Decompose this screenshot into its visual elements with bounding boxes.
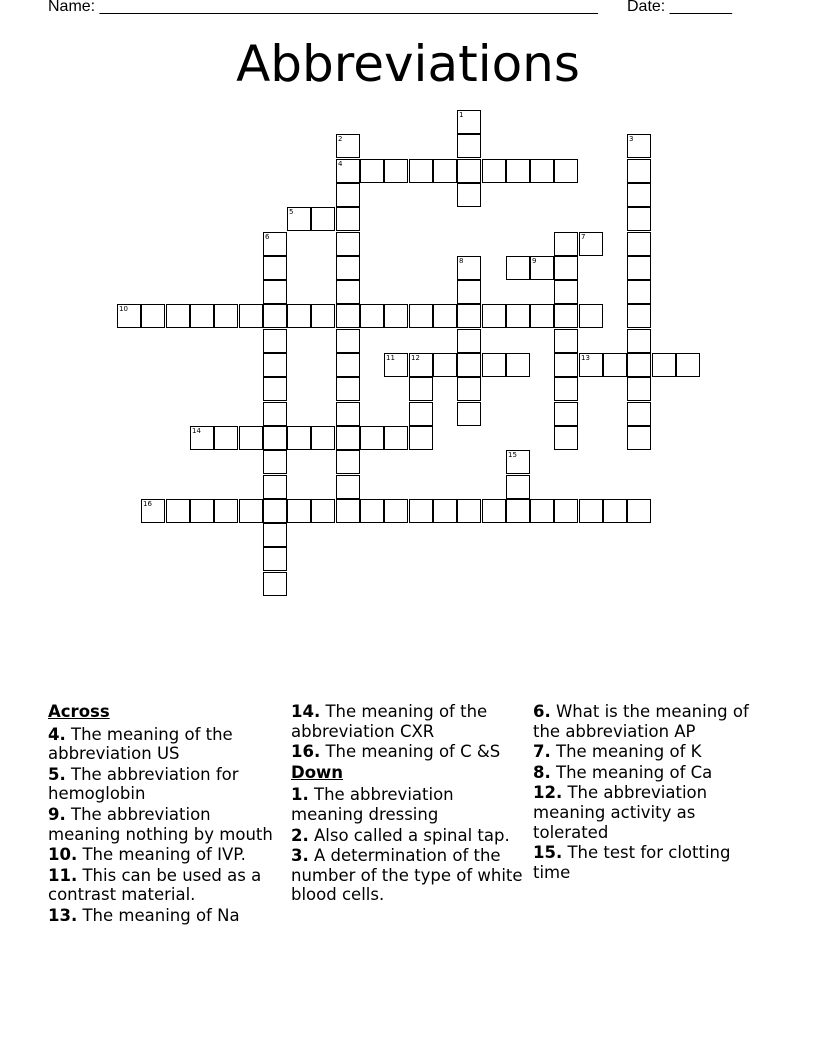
crossword-cell[interactable] (336, 329, 360, 353)
down-clue: 8. The meaning of Ca (533, 762, 713, 782)
crossword-cell[interactable] (457, 183, 481, 207)
crossword-cell[interactable] (117, 304, 141, 328)
crossword-cell[interactable] (457, 329, 481, 353)
clues-column-1 (48, 702, 280, 927)
crossword-cell[interactable] (384, 304, 408, 328)
crossword-cell[interactable] (457, 377, 481, 401)
crossword-cell[interactable] (141, 304, 165, 328)
across-clue: 13. The meaning of Na (48, 905, 240, 925)
clue-number: 3 (629, 135, 634, 143)
crossword-cell[interactable] (336, 280, 360, 304)
crossword-cell[interactable] (263, 304, 287, 328)
crossword-cell[interactable] (627, 134, 651, 158)
crossword-cell[interactable] (627, 329, 651, 353)
down-clue: 7. The meaning of K (533, 742, 702, 762)
down-heading: Down (291, 762, 344, 782)
crossword-cell[interactable] (384, 499, 408, 523)
crossword-cell[interactable] (627, 304, 651, 328)
crossword-cell[interactable] (433, 499, 457, 523)
crossword-cell[interactable] (336, 256, 360, 280)
crossword-cell[interactable] (627, 159, 651, 183)
crossword-cell[interactable] (530, 256, 554, 280)
crossword-cell[interactable] (627, 280, 651, 304)
crossword-cell[interactable] (336, 426, 360, 450)
crossword-cell[interactable] (214, 426, 238, 450)
crossword-cell[interactable] (457, 304, 481, 328)
crossword-cell[interactable] (409, 377, 433, 401)
crossword-cell[interactable] (384, 426, 408, 450)
crossword-cell[interactable] (482, 304, 506, 328)
crossword-cell[interactable] (409, 499, 433, 523)
clue-number: 10 (119, 305, 128, 313)
across-heading: Across (48, 702, 110, 721)
crossword-cell[interactable] (336, 134, 360, 158)
name-field: Name: ________________________________________________________ (48, 0, 598, 15)
crossword-cell[interactable] (457, 280, 481, 304)
clue-number: 7 (581, 233, 586, 241)
crossword-cell[interactable] (263, 232, 287, 256)
crossword-cell[interactable] (457, 499, 481, 523)
crossword-cell[interactable] (627, 207, 651, 231)
crossword-cell[interactable] (166, 499, 190, 523)
crossword-cell[interactable] (214, 499, 238, 523)
crossword-cell[interactable] (239, 426, 263, 450)
crossword-cell[interactable] (287, 426, 311, 450)
clue-number: 6 (265, 233, 270, 241)
crossword-cell[interactable] (433, 353, 457, 377)
crossword-cell[interactable] (336, 183, 360, 207)
crossword-cell[interactable] (336, 353, 360, 377)
crossword-cell[interactable] (554, 304, 578, 328)
crossword-cell[interactable] (409, 353, 433, 377)
crossword-cell[interactable] (263, 256, 287, 280)
crossword-cell[interactable] (433, 159, 457, 183)
page-title: Abbreviations (236, 35, 580, 93)
crossword-cell[interactable] (433, 304, 457, 328)
crossword-cell[interactable] (190, 304, 214, 328)
crossword-cell[interactable] (554, 280, 578, 304)
crossword-cell[interactable] (311, 304, 335, 328)
down-clue: 6. What is the meaning of the abbreviation AP (533, 702, 749, 741)
crossword-cell[interactable] (530, 159, 554, 183)
crossword-cell[interactable] (554, 426, 578, 450)
crossword-cell[interactable] (287, 207, 311, 231)
crossword-cell[interactable] (506, 256, 530, 280)
clue-number: 13 (581, 354, 590, 362)
across-clue: 14. The meaning of the abbreviation CXR (291, 702, 488, 741)
crossword-cell[interactable] (457, 402, 481, 426)
crossword-cell[interactable] (506, 159, 530, 183)
crossword-cell[interactable] (336, 377, 360, 401)
crossword-cell[interactable] (482, 159, 506, 183)
crossword-cell[interactable] (190, 499, 214, 523)
crossword-cell[interactable] (627, 353, 651, 377)
crossword-cell[interactable] (579, 499, 603, 523)
crossword-cell[interactable] (676, 353, 700, 377)
down-clue: 3. A determination of the number of the type of white blood cells. (291, 846, 523, 905)
crossword-cell[interactable] (263, 450, 287, 474)
crossword-cell[interactable] (263, 426, 287, 450)
crossword-cell[interactable] (409, 304, 433, 328)
crossword-cell[interactable] (409, 426, 433, 450)
crossword-cell[interactable] (506, 475, 530, 499)
crossword-cell[interactable] (166, 304, 190, 328)
crossword-cell[interactable] (506, 304, 530, 328)
crossword-cell[interactable] (506, 353, 530, 377)
across-clue: 16. The meaning of C &S (291, 742, 501, 762)
date-field: Date: _______ (627, 0, 732, 15)
crossword-cell[interactable] (336, 304, 360, 328)
crossword-cell[interactable] (336, 402, 360, 426)
crossword-cell[interactable] (457, 353, 481, 377)
crossword-cell[interactable] (627, 232, 651, 256)
crossword-cell[interactable] (409, 402, 433, 426)
down-clue: 1. The abbreviation meaning dressing (291, 785, 454, 824)
crossword-cell[interactable] (214, 304, 238, 328)
across-clue: 11. This can be used as a contrast material. (48, 865, 262, 905)
clue-number: 2 (338, 135, 343, 143)
clue-number: 4 (338, 160, 343, 168)
crossword-cell[interactable] (263, 377, 287, 401)
crossword-cell[interactable] (530, 499, 554, 523)
crossword-cell[interactable] (627, 402, 651, 426)
crossword-cell[interactable] (336, 499, 360, 523)
clues-column-3 (533, 702, 765, 883)
clue-number: 12 (411, 354, 420, 362)
crossword-cell[interactable] (239, 499, 263, 523)
crossword-cell[interactable] (287, 499, 311, 523)
crossword-cell[interactable] (384, 353, 408, 377)
crossword-cell[interactable] (263, 280, 287, 304)
crossword-cell[interactable] (530, 304, 554, 328)
clue-number: 1 (459, 111, 464, 119)
crossword-cell[interactable] (457, 256, 481, 280)
crossword-cell[interactable] (336, 207, 360, 231)
crossword-cell[interactable] (554, 402, 578, 426)
crossword-cell[interactable] (360, 304, 384, 328)
crossword-cell[interactable] (603, 499, 627, 523)
crossword-cell[interactable] (554, 377, 578, 401)
crossword-cell[interactable] (506, 450, 530, 474)
crossword-cell[interactable] (263, 572, 287, 596)
crossword-cell[interactable] (506, 499, 530, 523)
crossword-cell[interactable] (627, 377, 651, 401)
crossword-cell[interactable] (360, 426, 384, 450)
down-clue: 15. The test for clotting time (533, 843, 731, 882)
clues-column-2 (291, 702, 527, 906)
crossword-cell[interactable] (360, 499, 384, 523)
across-clue: 4. The meaning of the abbreviation US (48, 724, 233, 764)
clue-number: 15 (508, 451, 517, 459)
crossword-cell[interactable] (457, 159, 481, 183)
crossword-cell[interactable] (239, 304, 263, 328)
crossword-cell[interactable] (360, 159, 384, 183)
crossword-cell[interactable] (384, 159, 408, 183)
crossword-cell[interactable] (336, 159, 360, 183)
clue-number: 11 (386, 354, 395, 362)
crossword-cell[interactable] (652, 353, 676, 377)
crossword-cell[interactable] (263, 475, 287, 499)
down-clue: 12. The abbreviation meaning activity as tolerated (533, 783, 708, 842)
crossword-cell[interactable] (579, 353, 603, 377)
crossword-cell[interactable] (554, 232, 578, 256)
across-clue: 9. The abbreviation meaning nothing by mouth (48, 804, 273, 844)
crossword-cell[interactable] (190, 426, 214, 450)
down-clue: 2. Also called a spinal tap. (291, 825, 510, 845)
crossword-cell[interactable] (336, 450, 360, 474)
crossword-cell[interactable] (457, 110, 481, 134)
crossword-cell[interactable] (263, 523, 287, 547)
crossword-cell[interactable] (579, 232, 603, 256)
crossword-cell[interactable] (311, 426, 335, 450)
crossword-cell[interactable] (554, 353, 578, 377)
clue-number: 16 (143, 500, 152, 508)
clue-number: 8 (459, 257, 464, 265)
across-clue: 5. The abbreviation for hemoglobin (48, 764, 239, 804)
crossword-cell[interactable] (579, 304, 603, 328)
clue-number: 14 (192, 427, 201, 435)
crossword-cell[interactable] (554, 256, 578, 280)
crossword-cell[interactable] (554, 499, 578, 523)
clue-number: 9 (532, 257, 537, 265)
crossword-cell[interactable] (263, 402, 287, 426)
crossword-cell[interactable] (263, 499, 287, 523)
crossword-cell[interactable] (409, 159, 433, 183)
crossword-cell[interactable] (457, 134, 481, 158)
crossword-cell[interactable] (554, 329, 578, 353)
crossword-cell[interactable] (627, 426, 651, 450)
crossword-cell[interactable] (141, 499, 165, 523)
clue-number: 5 (289, 208, 294, 216)
crossword-cell[interactable] (263, 353, 287, 377)
crossword-cell[interactable] (482, 499, 506, 523)
crossword-cell[interactable] (287, 304, 311, 328)
crossword-cell[interactable] (554, 159, 578, 183)
crossword-cell[interactable] (311, 499, 335, 523)
crossword-cell[interactable] (482, 353, 506, 377)
crossword-cell[interactable] (627, 183, 651, 207)
crossword-cell[interactable] (263, 547, 287, 571)
crossword-cell[interactable] (311, 207, 335, 231)
crossword-cell[interactable] (627, 499, 651, 523)
across-clue: 10. The meaning of IVP. (48, 845, 246, 865)
crossword-cell[interactable] (603, 353, 627, 377)
crossword-cell[interactable] (336, 475, 360, 499)
crossword-cell[interactable] (336, 232, 360, 256)
crossword-cell[interactable] (263, 329, 287, 353)
crossword-cell[interactable] (627, 256, 651, 280)
